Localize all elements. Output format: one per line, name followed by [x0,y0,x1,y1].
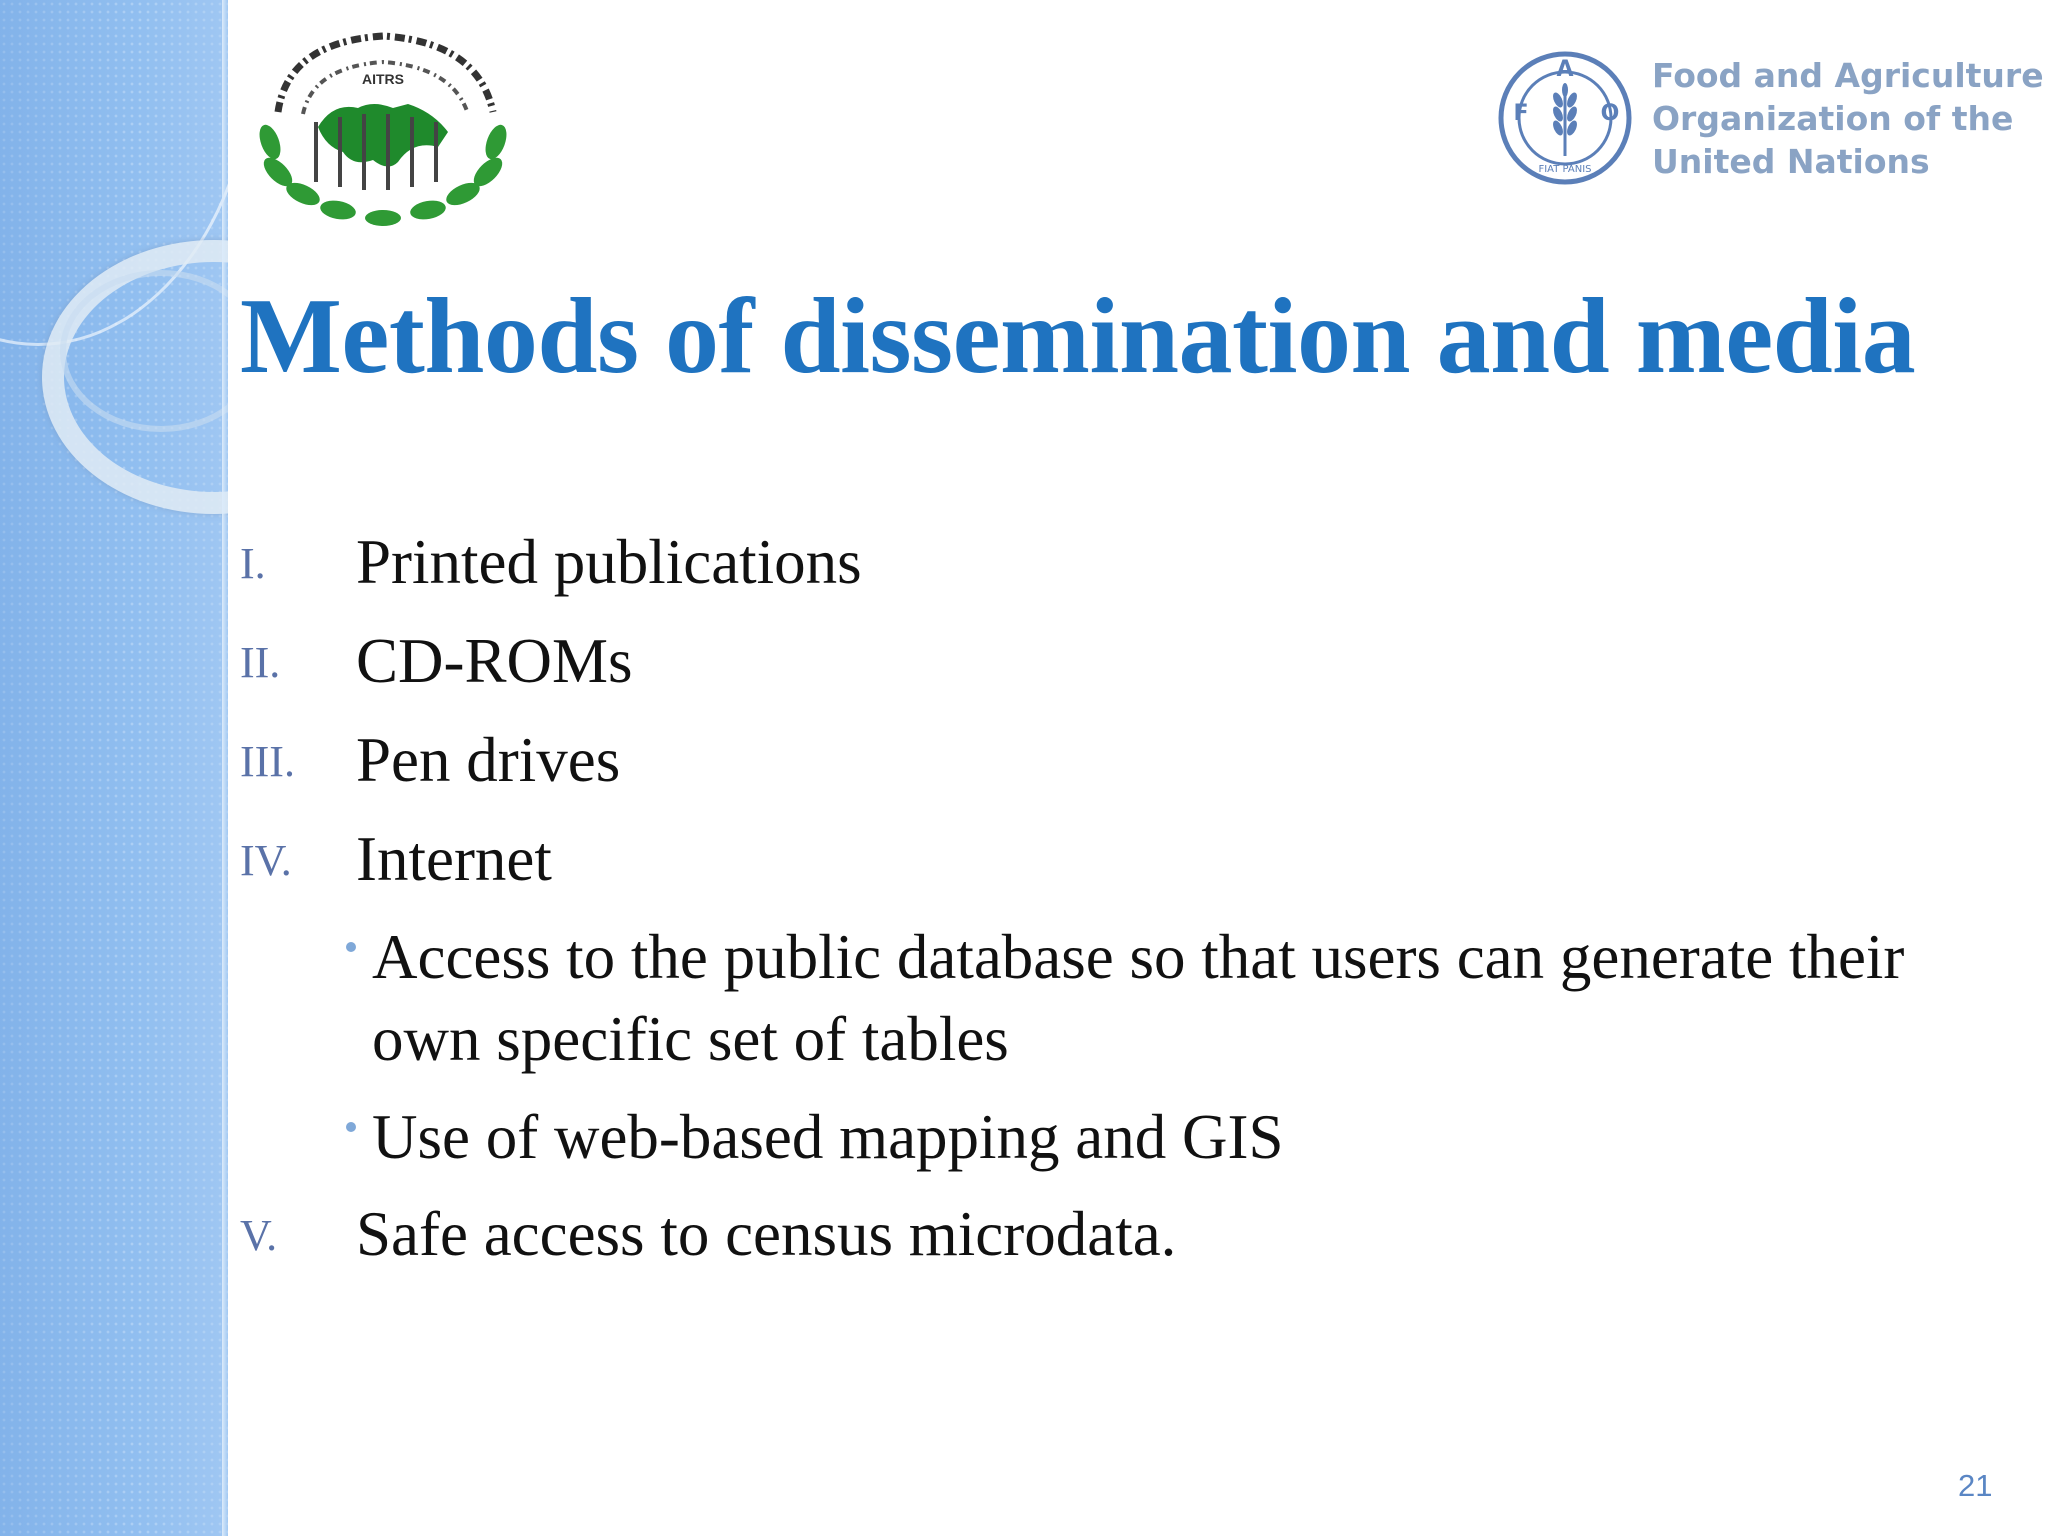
fao-logo-text [1652,54,2044,183]
sub-item-text-line: Use of web-based mapping and GIS [372,1102,1284,1172]
sub-item-text-line: own specific set of tables [372,1004,1009,1074]
fao-text-line-1: Food and Agriculture [1652,56,2044,95]
list-item [240,621,2040,720]
sub-list-item [346,916,2040,1096]
sub-item-text-line: Access to the public database so that users can generate their [372,922,1905,992]
list-item-text: Printed publications [356,527,862,597]
fao-text-line-3: United Nations [1652,142,1930,181]
fao-text-line-2: Organization of the [1652,99,2014,138]
bullet-dot-icon [346,1122,356,1132]
page-number: 21 [1958,1468,1993,1503]
list-item [240,522,2040,621]
sub-list-item [346,1096,2040,1194]
list-item-numeral: V. [240,1211,278,1260]
media-list [240,522,2040,1293]
list-item-numeral: III. [240,737,295,786]
fao-emblem-letter-o: O [1600,101,1620,126]
fao-emblem-logo [1495,48,1635,188]
list-item-numeral: IV. [240,836,292,885]
fao-emblem-motto: FIAT PANIS [1538,164,1592,175]
list-item [240,1194,2040,1293]
list-item-text: Internet [356,824,552,894]
list-item-text: CD-ROMs [356,626,633,696]
list-item-numeral: I. [240,539,266,588]
slide-title: Methods of dissemination and media [240,277,1916,396]
list-item-text: Safe access to census microdata. [356,1199,1177,1269]
list-item [240,720,2040,819]
list-item [240,819,2040,918]
fao-emblem-letter-f: F [1513,101,1529,126]
list-item-numeral: II. [240,638,281,687]
fao-emblem-letter-a: A [1556,57,1574,82]
aitrs-logo [248,22,518,230]
bullet-dot-icon [346,942,356,952]
aitrs-label: AITRS [362,71,404,87]
band-edge [222,0,228,1536]
list-item-text: Pen drives [356,725,621,795]
side-decorative-band [0,0,228,1536]
